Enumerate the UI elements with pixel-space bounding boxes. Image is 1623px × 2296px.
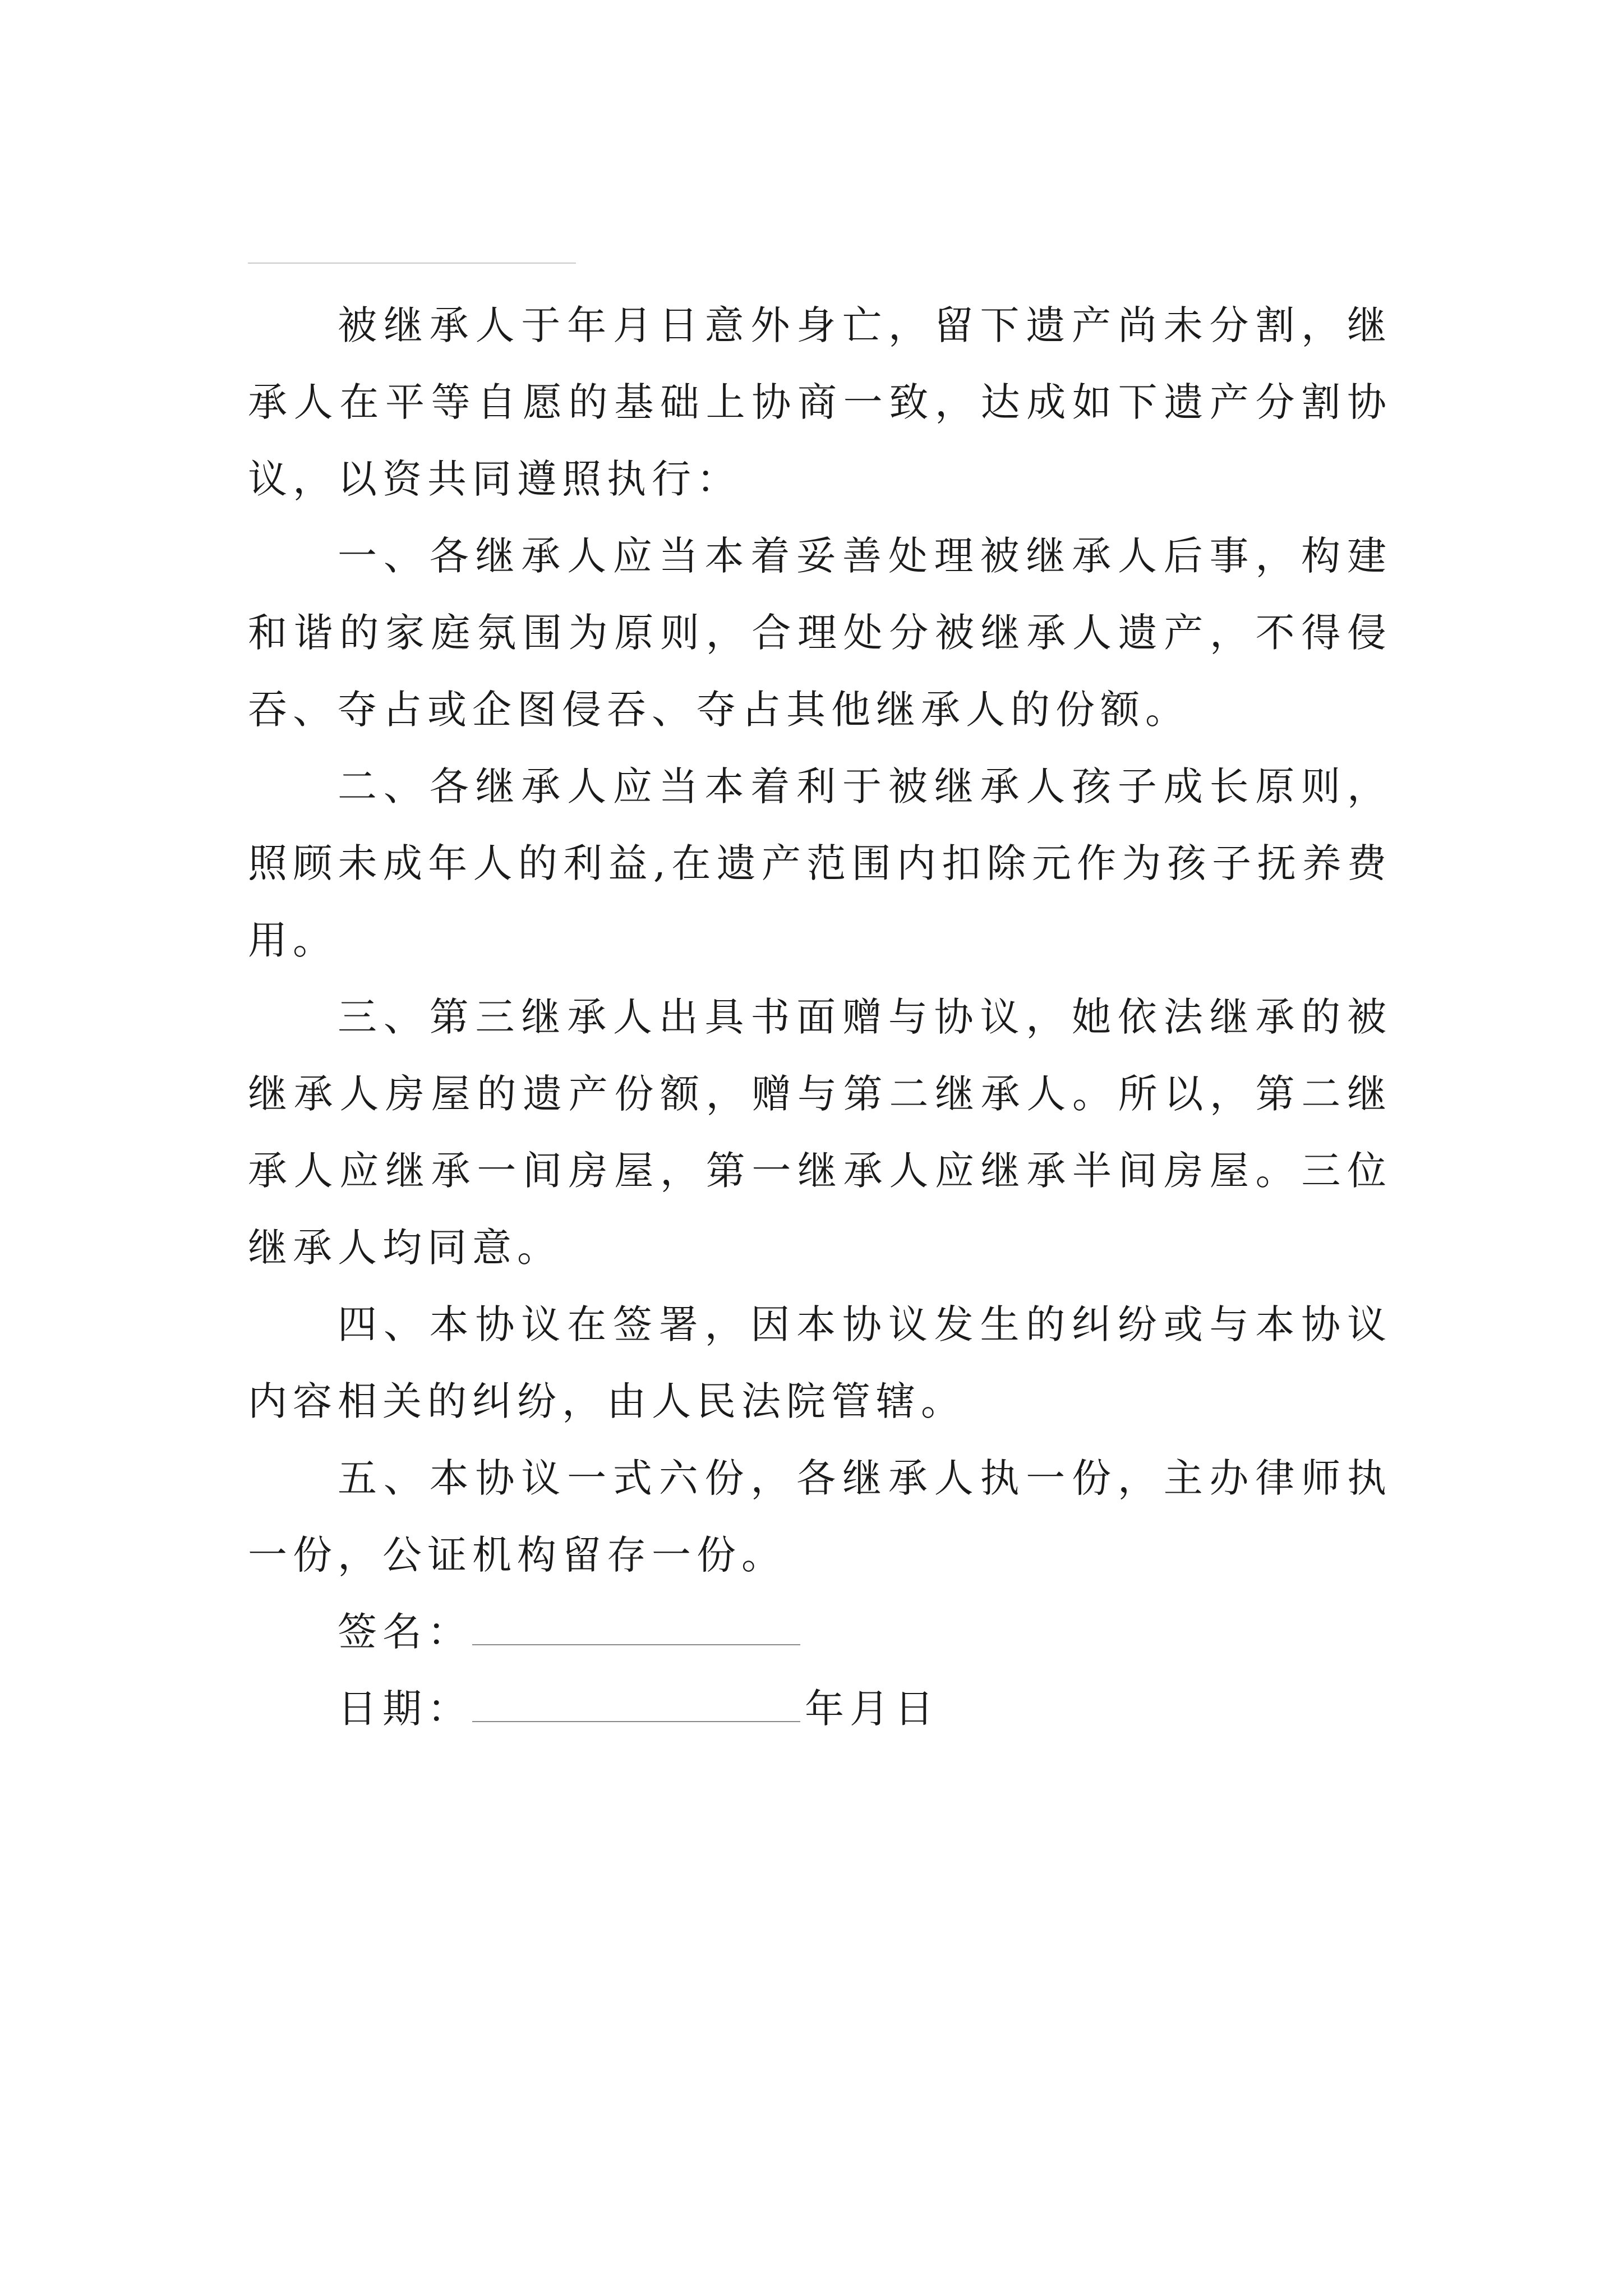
signature-blank: [472, 1605, 800, 1645]
date-blank: [472, 1682, 800, 1722]
header-rule: [248, 263, 576, 264]
clause-five: 五、本协议一式六份，各继承人执一份，主办律师执一份，公证机构留存一份。: [248, 1455, 1392, 1578]
signature-row: [248, 1594, 1392, 1671]
date-row: [248, 1671, 1392, 1747]
date-label: 日期：: [338, 1686, 472, 1732]
clause-three: 三、第三继承人出具书面赠与协议，她依法继承的被继承人房屋的遗产份额，赠与第二继承人。所以，第二继承人应继承一间房屋，第一继承人应继承半间房屋。三位继承人均同意。: [248, 994, 1392, 1271]
preamble-paragraph: 被继承人于年月日意外身亡，留下遗产尚未分割，继承人在平等自愿的基础上协商一致，达成如下遗产分割协议，以资共同遵照执行：: [248, 302, 1392, 502]
clause-two: 二、各继承人应当本着利于被继承人孩子成长原则，照顾未成年人的利益,在遗产范围内扣除元作为孩子抚养费用。: [248, 763, 1392, 963]
clause-four: 四、本协议在签署，因本协议发生的纠纷或与本协议内容相关的纠纷，由人民法院管辖。: [248, 1301, 1392, 1424]
date-suffix: 年月日: [805, 1686, 939, 1732]
clause-one: 一、各继承人应当本着妥善处理被继承人后事，构建和谐的家庭氛围为原则，合理处分被继承人遗产，不得侵吞、夺占或企图侵吞、夺占其他继承人的份额。: [248, 533, 1392, 733]
document-body: [248, 287, 1392, 1747]
signature-label: 签名：: [338, 1609, 472, 1655]
